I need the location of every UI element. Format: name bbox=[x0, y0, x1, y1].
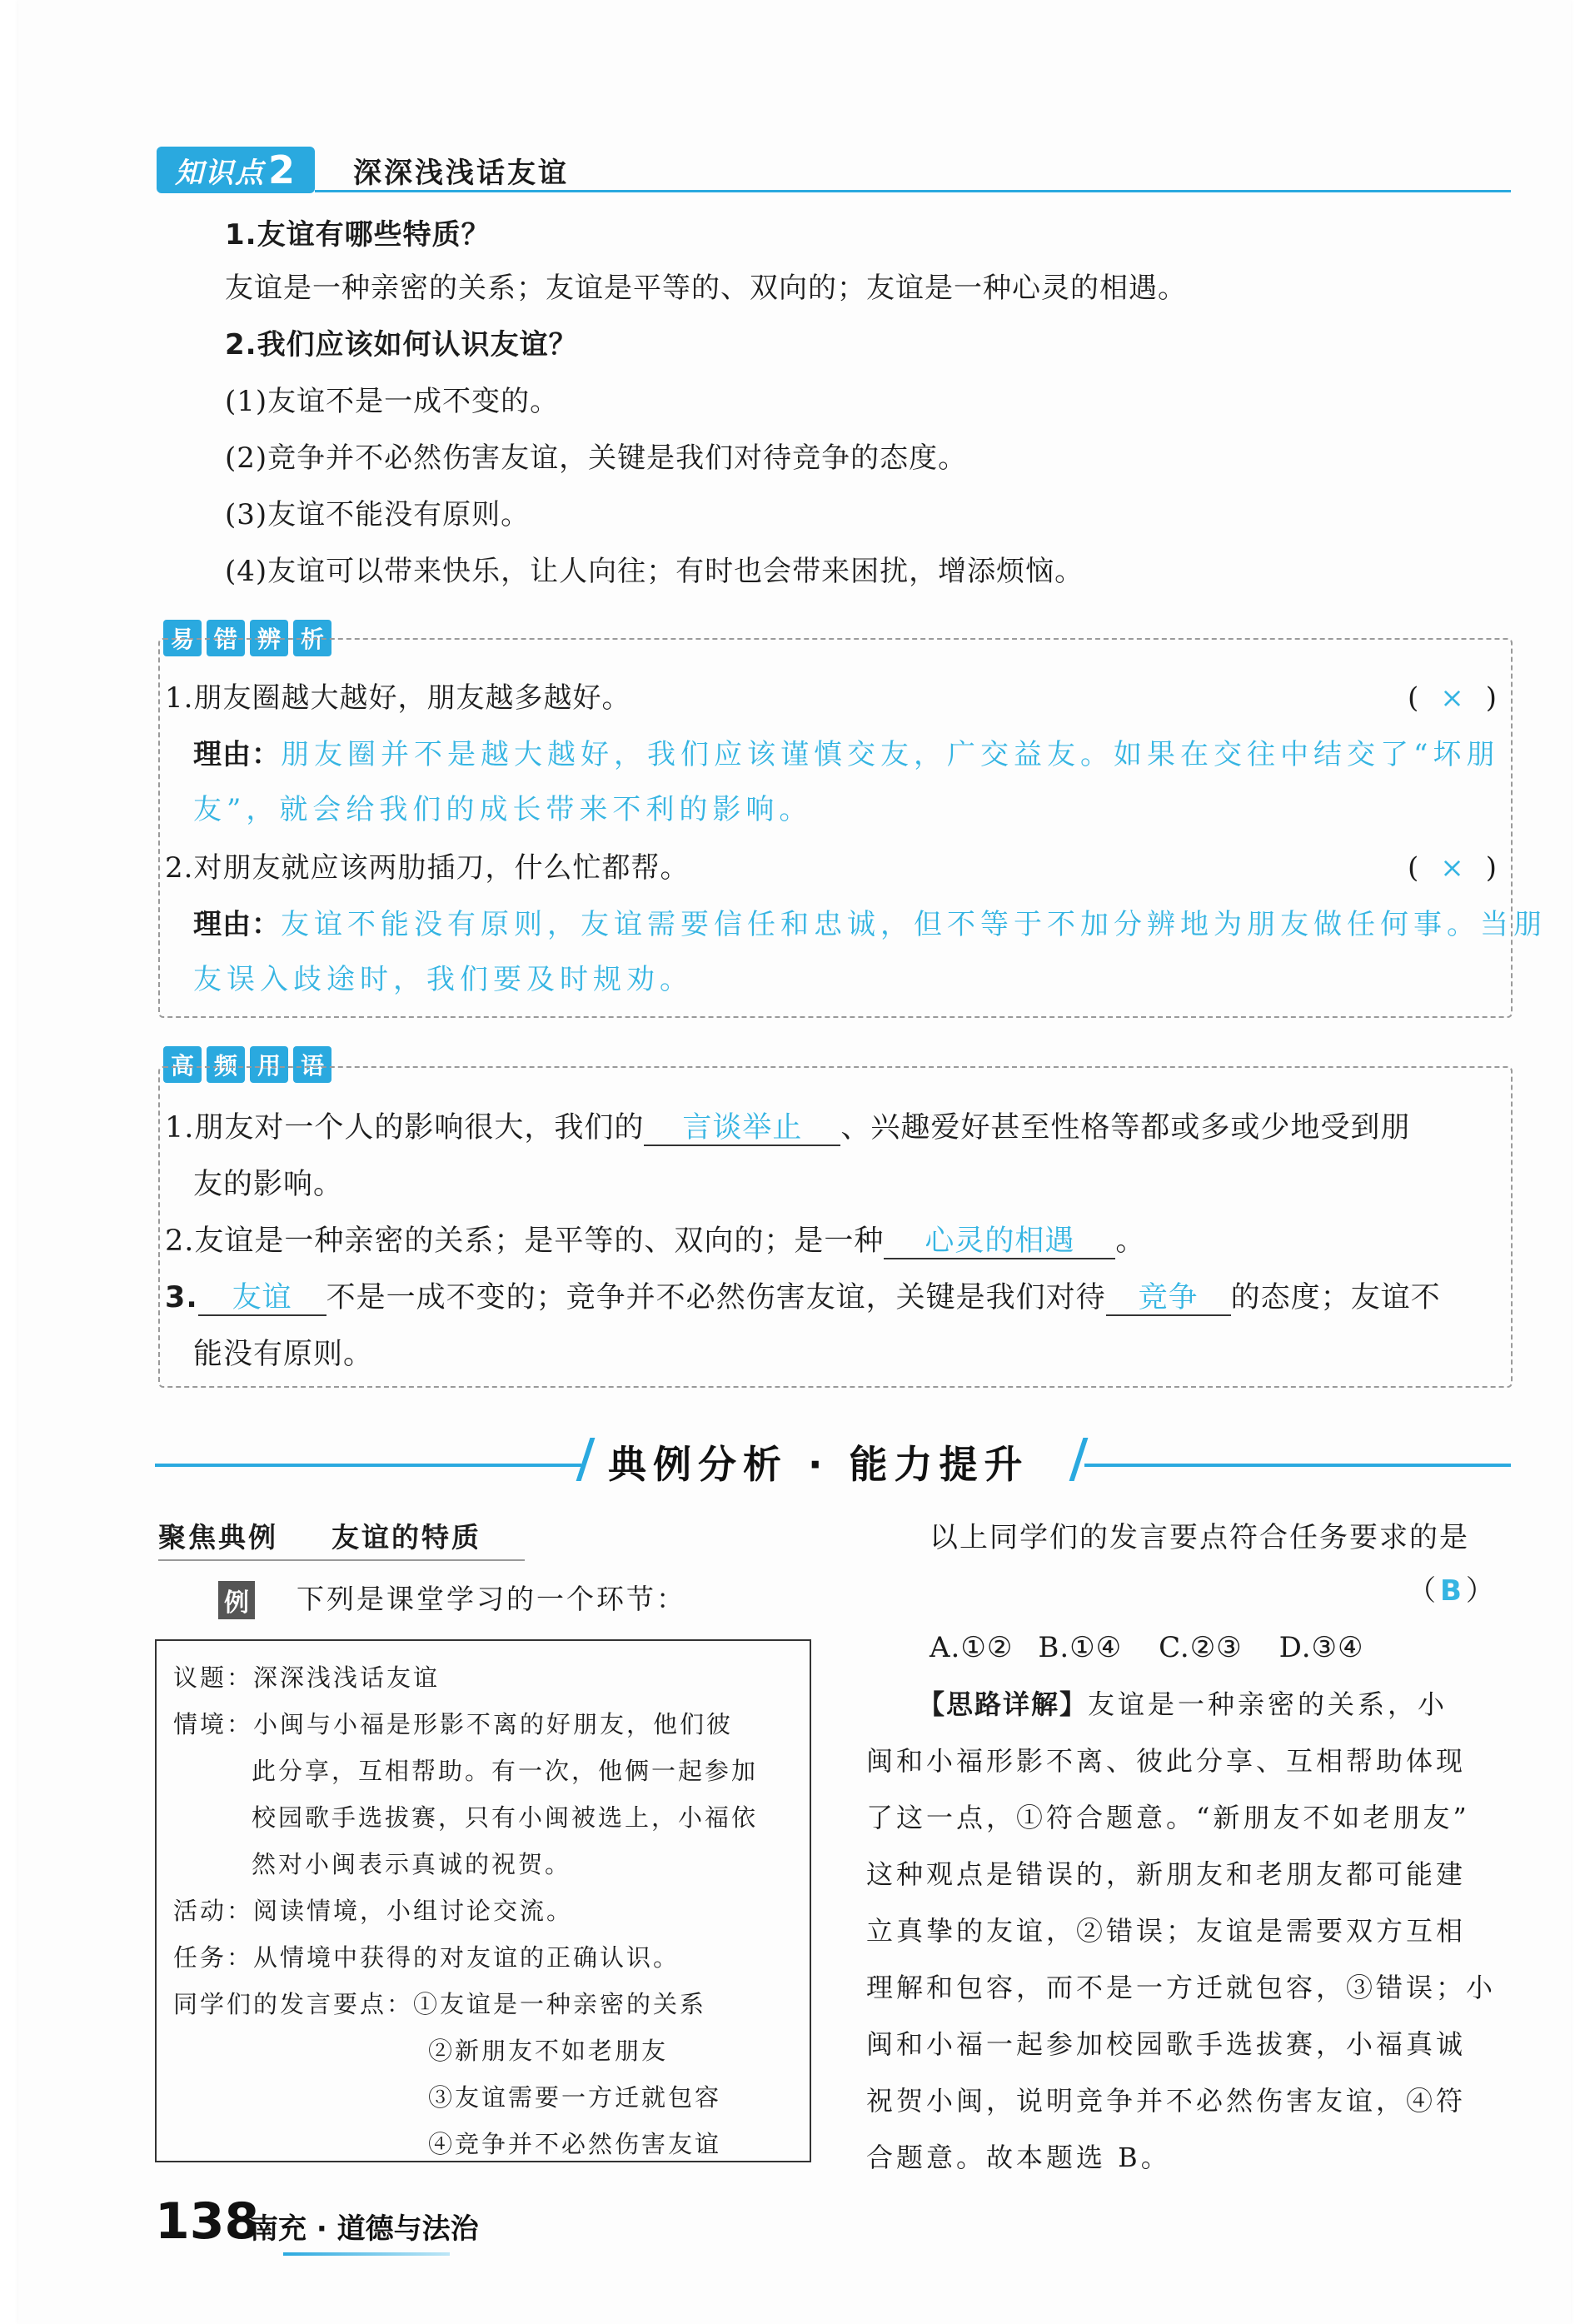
cross-mark: × bbox=[1440, 681, 1464, 715]
error-reason-2-cont: 友误入歧途时，我们要及时规劝。 bbox=[193, 963, 693, 996]
tag-char: 高 bbox=[163, 1046, 202, 1083]
case-line: ③友谊需要一方迁就包容 bbox=[428, 2083, 722, 2112]
page-subtitle: 南充 · 道德与法治 bbox=[250, 2212, 479, 2246]
reason-text: 朋友圈并不是越大越好，我们应该谨慎交友，广交益友。如果在交往中结交了“坏朋 bbox=[281, 738, 1500, 771]
term-sentence-2 bbox=[165, 1224, 1145, 1259]
answer-choice: B bbox=[1440, 1574, 1463, 1608]
tag-char: 错 bbox=[207, 620, 245, 656]
term-sentence-1-cont: 友的影响。 bbox=[193, 1168, 344, 1201]
option-d: D.③④ bbox=[1278, 1631, 1364, 1664]
cross-mark: × bbox=[1440, 851, 1464, 885]
explanation-text: 友谊是一种亲密的关系，小 bbox=[1088, 1688, 1448, 1720]
tag-char: 用 bbox=[250, 1046, 288, 1083]
explanation-line: 理解和包容，而不是一方迁就包容，③错误；小 bbox=[866, 1972, 1497, 2003]
point-3: (3)友谊不能没有原则。 bbox=[225, 498, 531, 531]
error-statement-1: 1.朋友圈越大越好，朋友越多越好。 bbox=[165, 681, 631, 715]
term-sentence-3-cont: 能没有原则。 bbox=[193, 1338, 374, 1371]
explanation-line: 立真挚的友谊，②错误；友谊是需要双方互相 bbox=[866, 1915, 1467, 1947]
banner-line-left bbox=[155, 1464, 581, 1467]
error-reason-1 bbox=[193, 738, 1499, 771]
term-text: 2.友谊是一种亲密的关系；是平等的、双向的；是一种 bbox=[165, 1224, 885, 1258]
focus-label: 聚焦典例 bbox=[158, 1521, 278, 1553]
point-4: (4)友谊可以带来快乐，让人向往；有时也会带来困扰，增添烦恼。 bbox=[225, 555, 1084, 588]
question-1: 1.友谊有哪些特质？ bbox=[225, 218, 491, 252]
knowledge-point-badge-text: 知识点 bbox=[174, 156, 265, 190]
example-badge: 例 bbox=[218, 1581, 255, 1619]
point-1: (1)友谊不是一成不变的。 bbox=[225, 385, 560, 418]
tag-char: 易 bbox=[163, 620, 202, 656]
explanation-line: 这种观点是错误的，新朋友和老朋友都可能建 bbox=[866, 1858, 1467, 1890]
error-reason-2 bbox=[193, 908, 1547, 941]
error-reason-1-cont: 友”，就会给我们的成长带来不利的影响。 bbox=[193, 793, 813, 826]
fill-blank: 心灵的相遇 bbox=[884, 1224, 1115, 1259]
error-mark-1: ( × ) bbox=[1408, 681, 1498, 715]
point-2: (2)竞争并不必然伤害友谊，关键是我们对待竞争的态度。 bbox=[225, 441, 968, 475]
tag-char: 频 bbox=[207, 1046, 245, 1083]
paren-open: （ bbox=[1408, 1574, 1437, 1608]
reason-label: 理由： bbox=[193, 738, 281, 771]
explanation-line: 闽和小福一起参加校园歌手选拔赛，小福真诚 bbox=[866, 2028, 1467, 2060]
option-a: A.①② bbox=[930, 1631, 1014, 1664]
answer-bracket bbox=[1408, 1574, 1495, 1608]
case-line: 情境：小闽与小福是形影不离的好朋友，他们彼 bbox=[173, 1710, 734, 1738]
case-line: 此分享，互相帮助。有一次，他俩一起参加 bbox=[252, 1757, 759, 1785]
knowledge-point-title: 深深浅浅话友谊 bbox=[353, 157, 569, 190]
case-line: 同学们的发言要点：①友谊是一种亲密的关系 bbox=[173, 1990, 707, 2018]
term-text: 1.朋友对一个人的影响很大，我们的 bbox=[165, 1111, 645, 1145]
case-line: ②新朋友不如老朋友 bbox=[428, 2037, 669, 2065]
answer-1: 友谊是一种亲密的关系；友谊是平等的、双向的；友谊是一种心灵的相遇。 bbox=[225, 272, 1187, 305]
fill-blank: 言谈举止 bbox=[644, 1111, 840, 1146]
case-line: 活动：阅读情境，小组讨论交流。 bbox=[173, 1897, 574, 1925]
error-mark-2: ( × ) bbox=[1408, 851, 1498, 885]
error-statement-2: 2.对朋友就应该两肋插刀，什么忙都帮。 bbox=[165, 851, 690, 885]
banner-line-right bbox=[1084, 1464, 1511, 1467]
focus-topic: 友谊的特质 bbox=[331, 1521, 481, 1553]
tag-char: 析 bbox=[293, 620, 331, 656]
page-footer-rule bbox=[283, 2252, 450, 2256]
focus-underline bbox=[158, 1559, 525, 1561]
header-rule bbox=[315, 190, 1511, 192]
explanation-label: 【思路详解】 bbox=[918, 1688, 1089, 1720]
case-line: ④竞争并不必然伤害友谊 bbox=[428, 2130, 722, 2158]
fill-blank: 竞争 bbox=[1106, 1281, 1231, 1316]
case-line: 议题：深深浅浅话友谊 bbox=[173, 1663, 441, 1692]
option-b: B.①④ bbox=[1038, 1631, 1123, 1664]
section-title: 典例分析 · 能力提升 bbox=[608, 1442, 1029, 1487]
case-line: 任务：从情境中获得的对友谊的正确认识。 bbox=[173, 1943, 680, 1972]
knowledge-point-badge bbox=[157, 147, 315, 193]
example-intro: 下列是课堂学习的一个环节： bbox=[297, 1583, 686, 1615]
answer-options bbox=[930, 1631, 1364, 1664]
paren-close: ） bbox=[1465, 1574, 1495, 1608]
page-number: 138 bbox=[155, 2192, 260, 2251]
option-c: C.②③ bbox=[1159, 1631, 1243, 1664]
question-2: 2.我们应该如何认识友谊？ bbox=[225, 328, 578, 362]
focus-heading bbox=[158, 1516, 481, 1555]
explanation-line: 闽和小福形影不离、彼此分享、互相帮助体现 bbox=[866, 1745, 1467, 1777]
explanation-line: 合题意。故本题选 B。 bbox=[866, 2142, 1171, 2173]
term-text: 不是一成不变的；竞争并不必然伤害友谊，关键是我们对待 bbox=[326, 1281, 1106, 1314]
case-line: 校园歌手选拔赛，只有小闽被选上，小福依 bbox=[252, 1803, 759, 1832]
case-line: 然对小闽表示真诚的祝贺。 bbox=[252, 1850, 572, 1878]
explanation-line: 祝贺小闽，说明竞争并不必然伤害友谊，④符 bbox=[866, 2085, 1467, 2117]
term-sentence-3 bbox=[165, 1281, 1441, 1316]
term-text: 的态度；友谊不 bbox=[1230, 1281, 1441, 1314]
tag-char: 辨 bbox=[250, 620, 288, 656]
reason-text: 友谊不能没有原则，友谊需要信任和忠诚，但不等于不加分辨地为朋友做任何事。当朋 bbox=[281, 908, 1547, 941]
term-text: 、兴趣爱好甚至性格等都或多或少地受到朋 bbox=[840, 1111, 1411, 1145]
term-text: 。 bbox=[1115, 1224, 1146, 1258]
term-number: 3. bbox=[165, 1281, 198, 1314]
term-sentence-1 bbox=[165, 1111, 1410, 1146]
reason-label: 理由： bbox=[193, 908, 281, 941]
answer-question: 以上同学们的发言要点符合任务要求的是 bbox=[930, 1521, 1469, 1554]
explanation-line bbox=[918, 1688, 1448, 1721]
explanation-line: 了这一点，①符合题意。“新朋友不如老朋友” bbox=[866, 1802, 1470, 1833]
fill-blank: 友谊 bbox=[198, 1281, 326, 1316]
tag-char: 语 bbox=[293, 1046, 331, 1083]
knowledge-point-number: 2 bbox=[267, 147, 297, 192]
